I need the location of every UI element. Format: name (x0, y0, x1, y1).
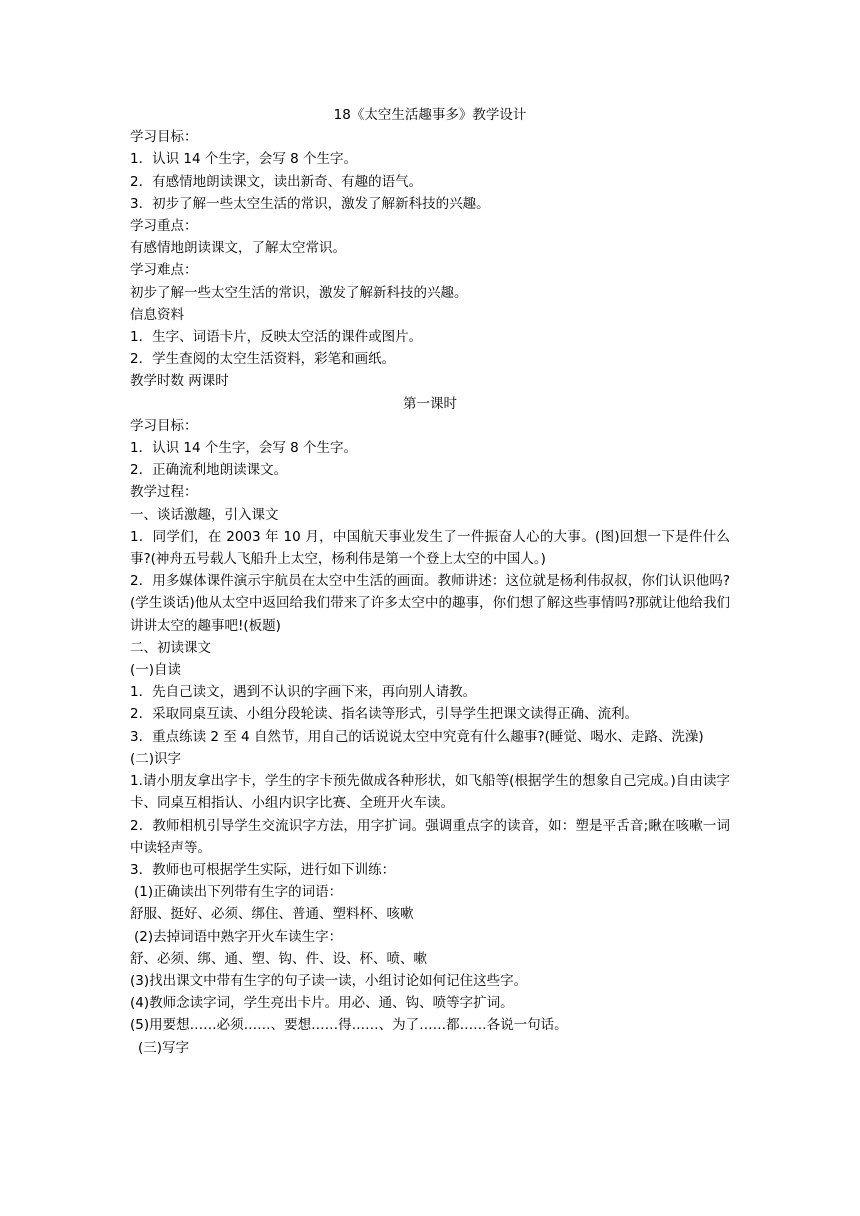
exercise-item: (1)正确读出下列带有生字的词语： (134, 884, 343, 901)
document-title: 18《太空生活趣事多》教学设计 (333, 107, 527, 123)
subsection-heading: (一)自读 (130, 662, 182, 679)
section-heading: 信息资料 (130, 306, 184, 323)
paragraph: 1.请小朋友拿出字卡，学生的字卡预先做成各种形状，如飞船等(根据学生的想象自己完成。)自由读字卡、同桌互相指认、小组内识字比赛、全班开火车读。 (130, 773, 730, 812)
list-item: 1．先自己读文，遇到不认识的字画下来，再向别人请教。 (130, 684, 477, 701)
paragraph: 3．重点练读 2 至 4 自然节，用自己的话说说太空中究竟有什么趣事?(睡觉、喝水、走路、洗澡) (130, 728, 704, 745)
paragraph: 2．用多媒体课件演示宇航员在太空中生活的画面。教师讲述：这位就是杨利伟叔叔，你们认识他吗?(学生谈话)他从太空中返回给我们带来了许多太空中的趣事，你们想了解这些事情吗?那就让他给我们讲讲太空的趣事吧!(板题) (130, 573, 730, 634)
text-line: 初步了解一些太空生活的常识，激发了解新科技的兴趣。 (130, 284, 468, 301)
word-list: 舒服、挺好、必须、绑住、普通、塑料杯、咳嗽 (130, 906, 414, 923)
list-item: 2．学生查阅的太空生活资料，彩笔和画纸。 (130, 351, 396, 368)
paragraph: 1．同学们，在 2003 年 10 月，中国航天事业发生了一件振奋人心的大事。(图)回想一下是件什么事?(神舟五号载人飞船升上太空，杨利伟是第一个登上太空的中国人。) (130, 528, 730, 568)
section-heading: 学习重点： (130, 218, 198, 235)
list-item: 1．认识 14 个生字，会写 8 个生字。 (130, 440, 358, 457)
section-heading: 学习目标： (130, 417, 198, 434)
list-item: 2．正确流利地朗读课文。 (130, 462, 288, 479)
section-heading: 二、初读课文 (130, 639, 211, 656)
list-item: 2．采取同桌互读、小组分段轮读、指名读等形式，引导学生把课文读得正确、流利。 (130, 706, 639, 723)
document-body (130, 104, 730, 1059)
lesson-heading: 第一课时 (403, 395, 457, 412)
list-item: 3．教师也可根据学生实际，进行如下训练： (130, 861, 396, 878)
text-line: 有感情地朗读课文，了解太空常识。 (130, 240, 346, 257)
list-item: 1．生字、词语卡片，反映太空活的课件或图片。 (130, 329, 423, 346)
exercise-item: (2)去掉词语中熟字开火车读生字： (134, 928, 343, 945)
subsection-heading: (三)写字 (138, 1039, 190, 1056)
list-item: 1．认识 14 个生字，会写 8 个生字。 (130, 151, 358, 168)
list-item: 3．初步了解一些太空生活的常识，激发了解新科技的兴趣。 (130, 195, 490, 212)
section-heading: 教学过程： (130, 484, 198, 501)
section-heading: 学习目标： (130, 129, 198, 146)
exercise-item: (3)找出课文中带有生字的句子读一读，小组讨论如何记住这些字。 (130, 972, 528, 989)
section-heading: 学习难点： (130, 262, 198, 279)
text-line: 教学时数 两课时 (130, 373, 229, 390)
exercise-item: (5)用要想……必须……、要想……得……、为了……都……各说一句话。 (130, 1017, 568, 1034)
word-list: 舒、必须、绑、通、塑、钩、件、设、杯、喷、嗽 (130, 950, 427, 967)
subsection-heading: (二)识字 (130, 750, 182, 767)
exercise-item: (4)教师念读字词，学生亮出卡片。用必、通、钩、喷等字扩词。 (130, 995, 514, 1012)
list-item: 2．有感情地朗读课文，读出新奇、有趣的语气。 (130, 173, 423, 190)
paragraph: 2．教师相机引导学生交流识字方法，用字扩词。强调重点字的读音，如：塑是平舌音;瞅在咳嗽一词中读轻声等。 (130, 817, 730, 856)
section-heading: 一、谈话激趣，引入课文 (130, 506, 279, 523)
